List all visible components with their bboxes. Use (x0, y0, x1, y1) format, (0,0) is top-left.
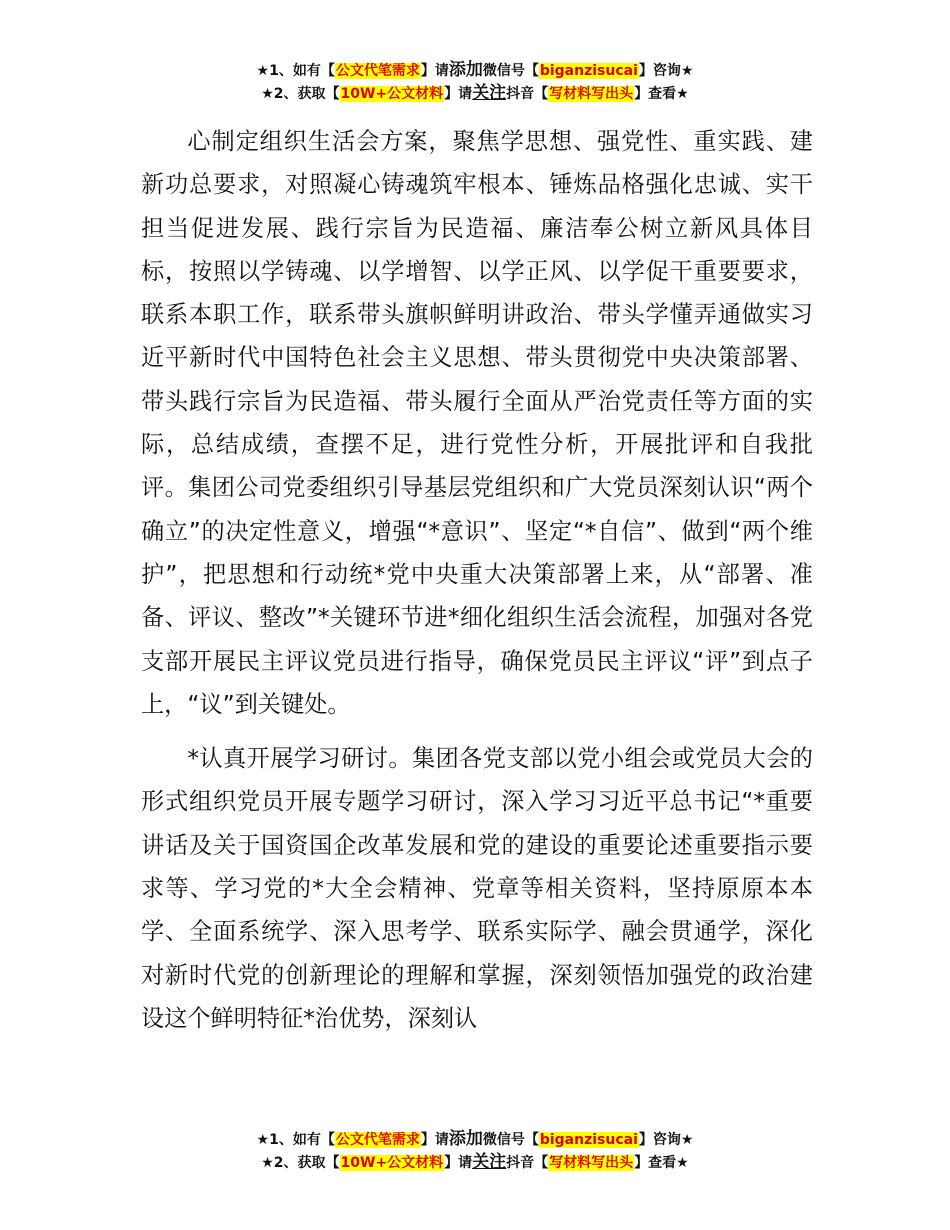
banner-text: 】请 (444, 86, 473, 102)
banner-line-2 (0, 82, 950, 105)
banner-text: 】咨询★ (638, 1132, 694, 1148)
banner-line-1 (0, 1128, 950, 1151)
banner-text: ★2、获取【 (261, 1155, 340, 1171)
banner-emphasis: 添加 (448, 1129, 483, 1149)
banner-text: ★2、获取【 (261, 86, 340, 102)
banner-emphasis: 添加 (448, 60, 483, 80)
top-banner (0, 59, 950, 105)
banner-emphasis: 关注 (472, 83, 507, 103)
banner-text: 】请 (420, 63, 449, 79)
highlight-ghostwriting: 公文代笔需求 (335, 1132, 420, 1148)
banner-text: ★1、如有【 (256, 1132, 335, 1148)
banner-text: 微信号【 (482, 63, 539, 79)
banner-line-2 (0, 1151, 950, 1174)
banner-text: 】查看★ (634, 1155, 689, 1171)
highlight-wechat-id: biganzisucai (539, 63, 638, 79)
highlight-douyin-id: 写材料写出头 (549, 1155, 634, 1171)
banner-emphasis: 关注 (472, 1152, 507, 1172)
document-body (141, 120, 813, 1040)
banner-text: 】请 (420, 1132, 449, 1148)
banner-line-1 (0, 59, 950, 82)
banner-text: ★1、如有【 (256, 63, 335, 79)
highlight-wechat-id: biganzisucai (539, 1132, 638, 1148)
banner-text: 抖音【 (506, 1155, 549, 1171)
banner-text: 】咨询★ (638, 63, 694, 79)
highlight-ghostwriting: 公文代笔需求 (335, 63, 420, 79)
banner-text: 】请 (444, 1155, 473, 1171)
banner-text: 】查看★ (634, 86, 689, 102)
bottom-banner (0, 1128, 950, 1174)
banner-text: 微信号【 (482, 1132, 539, 1148)
paragraph-1: 心制定组织生活会方案，聚焦学思想、强党性、重实践、建新功总要求，对照凝心铸魂筑牢根本、锤炼品格强化忠诚、实干担当促进发展、践行宗旨为民造福、廉洁奉公树立新风具体目标，按照以学铸魂、以学增智、以学正风、以学促干重要要求，联系本职工作，联系带头旗帜鲜明讲政治、带头学懂弄通做实习近平新时代中国特色社会主义思想、带头贯彻党中央决策部署、带头践行宗旨为民造福、带头履行全面从严治党责任等方面的实际，总结成绩，查摆不足，进行党性分析，开展批评和自我批评。集团公司党委组织引导基层党组织和广大党员深刻认识“两个确立”的决定性意义，增强“*意识”、坚定“*自信”、做到“两个维护”，把思想和行动统*党中央重大决策部署上来，从“部署、准备、评议、整改”*关键环节进*细化组织生活会流程，加强对各党支部开展民主评议党员进行指导，确保党员民主评议“评”到点子上，“议”到关键处。 (141, 128, 813, 718)
highlight-materials: 10W+公文材料 (340, 86, 444, 102)
banner-text: 抖音【 (506, 86, 549, 102)
highlight-douyin-id: 写材料写出头 (549, 86, 634, 102)
paragraph-2: *认真开展学习研讨。集团各党支部以党小组会或党员大会的形式组织党员开展专题学习研讨，深入学习习近平总书记“*重要讲话及关于国资国企改革发展和党的建设的重要论述重要指示要求等、学习党的*大全会精神、党章等相关资料，坚持原原本本学、全面系统学、深入思考学、联系实际学、融会贯通学，深化对新时代党的创新理论的理解和掌握，深刻领悟加强党的政治建设这个鲜明特征*治优势，深刻认 (141, 745, 813, 1032)
highlight-materials: 10W+公文材料 (340, 1155, 444, 1171)
